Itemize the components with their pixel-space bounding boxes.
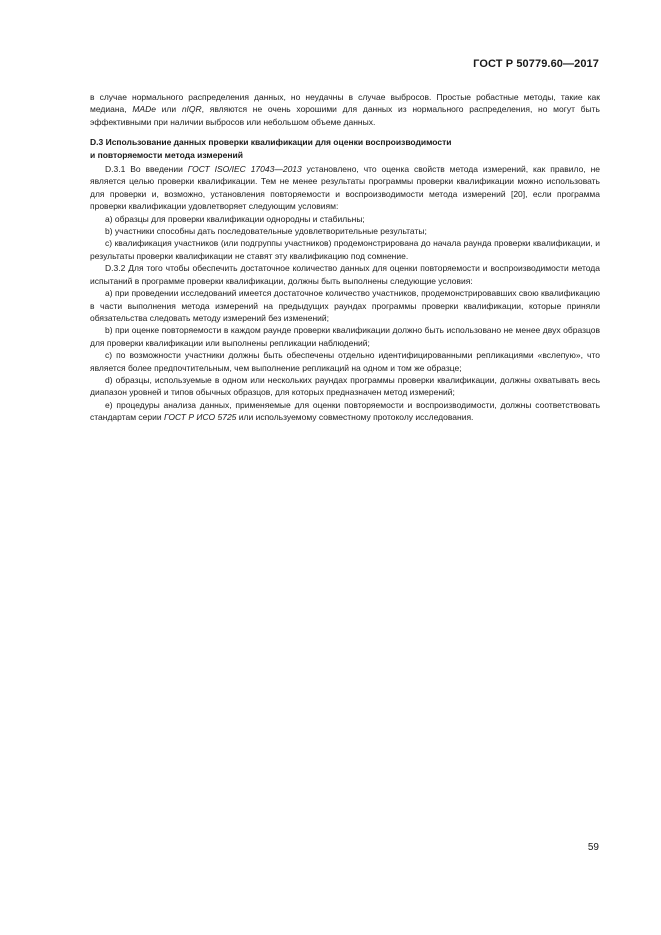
clause-d31-item-a: а) образцы для проверки квалификации однородны и стабильны; (105, 213, 365, 224)
clause-d32-item-d: d) образцы, используемые в одном или нескольких раундах программы проверки квалификации, должны охватывать весь диапазон уровней и типов обычных образцов, для которых предназначен метод измерений; (90, 374, 600, 398)
section-heading-line-1: D.3 Использование данных проверки квалификации для оценки воспроизводимости (90, 137, 452, 148)
clause-d31 (90, 163, 600, 213)
clause-d32-item-e (90, 399, 600, 424)
intro-term-made: MADe (132, 104, 156, 115)
intro-text-1: в случае нормального распределения данных, но неудачны в случае выбросов. Простые робастные методы, такие как медиана, (90, 92, 600, 115)
clause-d32-item-b: b) при оценке повторяемости в каждом раунде проверки квалификации должно быть использовано не менее двух образцов для проверки квалификации или выполнены репликации наблюдений; (90, 325, 600, 348)
clause-d32-item-e-text-2: или используемому совместному протоколу исследования. (236, 412, 474, 423)
intro-text-2: или (155, 104, 182, 115)
clause-d31-standard-ref: ГОСТ ISO/IEC 17043—2013 (187, 164, 302, 175)
page-number: 59 (587, 842, 599, 853)
document-body (90, 91, 600, 424)
clause-d32-standard-ref: ГОСТ Р ИСО 5725 (164, 412, 237, 423)
intro-term-niqr: nIQR (181, 104, 202, 115)
clause-d31-text-2: установлено, что оценка свойств метода измерений, как правило, не является целью проверки квалификации. Тем не менее результаты программы проверки квалификации можно использовать для проверки и, возможно, установления повторяемости и воспроизводимости метода измерений [20], если программа проверки квалификации удовлетворяет следующим условиям: (90, 164, 601, 212)
clause-d31-text-1: D.3.1 Во введении (105, 164, 188, 175)
section-heading-d3 (90, 136, 600, 161)
clause-d31-item-c: с) квалификация участников (или подгруппы участников) продемонстрирована до начала раунда проверки квалификации, и результаты проверки квалификации не ставят эту квалификацию под сомнение. (90, 238, 600, 261)
clause-d32: D.3.2 Для того чтобы обеспечить достаточное количество данных для оценки повторяемости и воспроизводимости метода испытаний в программе проверки квалификации, должны быть выполнены следующие условия: (90, 263, 600, 286)
section-heading-line-2: и повторяемости метода измерений (90, 149, 243, 160)
intro-paragraph (90, 91, 600, 128)
clause-d32-item-a: а) при проведении исследований имеется достаточное количество участников, продемонстрировавших свою квалификацию в части выполнения метода измерений на предыдущих раундах программы проверки квалификации, которые приняли обязательства следовать методу измерений без изменений; (90, 288, 600, 323)
document-header-standard-id: ГОСТ Р 50779.60—2017 (473, 58, 599, 70)
clause-d31-item-b: b) участники способны дать последовательные удовлетворительные результаты; (105, 226, 427, 237)
clause-d32-item-c: с) по возможности участники должны быть обеспечены отдельно идентифицированными репликациями «вслепую», что является более предпочтительным, чем выполнение репликаций на одном и том же образце; (90, 350, 600, 373)
intro-text-3: , являются не очень хорошими для данных из нормального распределения, но могут быть эффективными при наличии выбросов или небольшом объеме данных. (90, 104, 600, 127)
clause-d32-item-e-text-1: е) процедуры анализа данных, применяемые для оценки повторяемости и воспроизводимости, должны соответствовать стандартам серии (90, 399, 600, 423)
